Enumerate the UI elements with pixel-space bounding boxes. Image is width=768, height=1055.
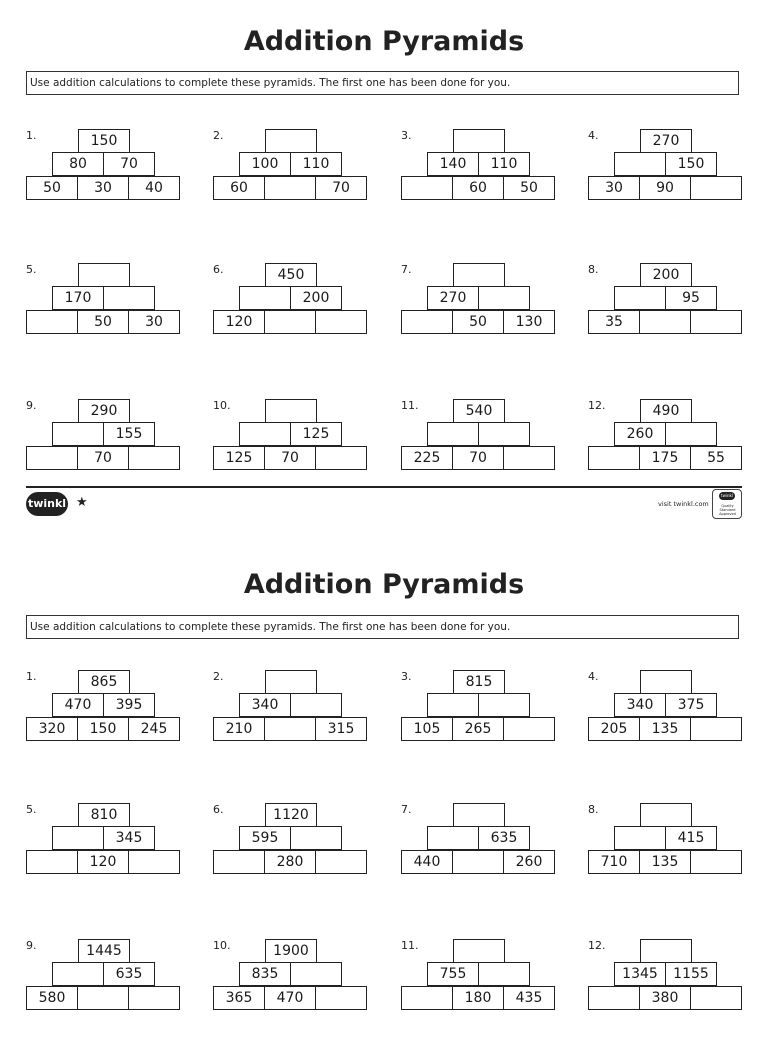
pyramid-number: 7. <box>401 803 412 816</box>
pyramid-base-cell[interactable] <box>26 446 78 470</box>
twinkl-logo: twinkl <box>26 492 68 516</box>
pyramid-base-cell[interactable]: 125 <box>213 446 265 470</box>
pyramid-base-cell[interactable]: 280 <box>264 850 316 874</box>
pyramid-base-cell[interactable] <box>690 986 742 1010</box>
pyramid-base-cell[interactable] <box>503 717 555 741</box>
addition-pyramid <box>26 803 182 875</box>
pyramid-number: 9. <box>26 939 37 952</box>
pyramid-number: 4. <box>588 670 599 683</box>
pyramid-middle-cell[interactable]: 1345 <box>614 962 666 986</box>
pyramid-top-cell[interactable]: 150 <box>78 129 130 153</box>
pyramid-middle-cell[interactable] <box>52 826 104 850</box>
pyramid-middle-cell[interactable] <box>290 826 342 850</box>
pyramid-top-cell[interactable] <box>640 939 692 963</box>
pyramid-top-cell[interactable]: 450 <box>265 263 317 287</box>
addition-pyramid <box>588 399 744 471</box>
pyramid-middle-cell[interactable]: 95 <box>665 286 717 310</box>
pyramid-number: 12. <box>588 939 606 952</box>
pyramid-middle-cell[interactable]: 80 <box>52 152 104 176</box>
addition-pyramid <box>213 803 369 875</box>
pyramid-base-cell[interactable]: 70 <box>77 446 129 470</box>
star-icon: ★ <box>76 495 88 510</box>
pyramid-middle-cell[interactable]: 70 <box>103 152 155 176</box>
pyramid-base-cell[interactable]: 120 <box>77 850 129 874</box>
pyramid-base-cell[interactable] <box>264 310 316 334</box>
pyramid-middle-cell[interactable]: 200 <box>290 286 342 310</box>
pyramid-middle-cell[interactable] <box>427 422 479 446</box>
pyramid-base-cell[interactable] <box>128 986 180 1010</box>
pyramid-base-cell[interactable]: 440 <box>401 850 453 874</box>
pyramid-number: 9. <box>26 399 37 412</box>
pyramid-base-cell[interactable]: 435 <box>503 986 555 1010</box>
pyramid-base-cell[interactable] <box>690 717 742 741</box>
pyramid-base-cell[interactable] <box>264 176 316 200</box>
pyramid-base-cell[interactable] <box>315 310 367 334</box>
pyramid-top-cell[interactable]: 270 <box>640 129 692 153</box>
addition-pyramid <box>401 399 557 471</box>
pyramid-number: 2. <box>213 129 224 142</box>
pyramid-top-cell[interactable] <box>453 939 505 963</box>
pyramid-base-cell[interactable]: 265 <box>452 717 504 741</box>
pyramid-base-cell[interactable]: 70 <box>315 176 367 200</box>
pyramid-base-cell[interactable]: 60 <box>213 176 265 200</box>
pyramid-middle-cell[interactable] <box>239 422 291 446</box>
pyramid-base-cell[interactable] <box>690 310 742 334</box>
pyramid-base-cell[interactable] <box>26 850 78 874</box>
pyramid-top-cell[interactable]: 1445 <box>78 939 130 963</box>
addition-pyramid <box>26 263 182 335</box>
addition-pyramid <box>401 129 557 201</box>
pyramid-middle-cell[interactable] <box>290 962 342 986</box>
badge-logo: twinkl <box>719 492 735 500</box>
pyramid-base-cell[interactable]: 365 <box>213 986 265 1010</box>
pyramid-base-cell[interactable]: 180 <box>452 986 504 1010</box>
pyramid-middle-cell[interactable] <box>427 693 479 717</box>
pyramid-number: 7. <box>401 263 412 276</box>
pyramid-number: 10. <box>213 939 231 952</box>
pyramid-base-cell[interactable]: 130 <box>503 310 555 334</box>
addition-pyramid <box>588 129 744 201</box>
pyramid-number: 8. <box>588 803 599 816</box>
pyramid-middle-cell[interactable]: 345 <box>103 826 155 850</box>
pyramid-base-cell[interactable]: 225 <box>401 446 453 470</box>
pyramid-top-cell[interactable]: 540 <box>453 399 505 423</box>
pyramid-number: 8. <box>588 263 599 276</box>
pyramid-middle-cell[interactable]: 340 <box>239 693 291 717</box>
pyramid-base-cell[interactable] <box>77 986 129 1010</box>
pyramid-base-cell[interactable]: 470 <box>264 986 316 1010</box>
page-title: Addition Pyramids <box>243 26 525 57</box>
pyramid-base-cell[interactable]: 50 <box>503 176 555 200</box>
pyramid-middle-cell[interactable]: 140 <box>427 152 479 176</box>
pyramid-middle-cell[interactable] <box>478 286 530 310</box>
pyramid-base-cell[interactable]: 380 <box>639 986 691 1010</box>
pyramid-base-cell[interactable] <box>264 717 316 741</box>
pyramid-base-cell[interactable] <box>503 446 555 470</box>
pyramid-number: 1. <box>26 670 37 683</box>
pyramid-middle-cell[interactable] <box>52 422 104 446</box>
pyramid-middle-cell[interactable]: 155 <box>103 422 155 446</box>
pyramid-middle-cell[interactable] <box>614 152 666 176</box>
pyramid-base-cell[interactable] <box>128 850 180 874</box>
pyramid-middle-cell[interactable]: 595 <box>239 826 291 850</box>
pyramid-middle-cell[interactable]: 835 <box>239 962 291 986</box>
pyramid-middle-cell[interactable] <box>478 962 530 986</box>
pyramid-middle-cell[interactable]: 755 <box>427 962 479 986</box>
pyramid-base-cell[interactable]: 315 <box>315 717 367 741</box>
pyramid-base-cell[interactable]: 260 <box>503 850 555 874</box>
pyramid-number: 12. <box>588 399 606 412</box>
pyramid-middle-cell[interactable]: 170 <box>52 286 104 310</box>
pyramid-top-cell[interactable] <box>640 803 692 827</box>
pyramid-middle-cell[interactable]: 150 <box>665 152 717 176</box>
pyramid-base-cell[interactable] <box>401 986 453 1010</box>
pyramid-top-cell[interactable]: 1120 <box>265 803 317 827</box>
pyramid-middle-cell[interactable] <box>290 693 342 717</box>
pyramid-top-cell[interactable]: 490 <box>640 399 692 423</box>
worksheet-2 <box>0 543 768 1055</box>
pyramid-base-cell[interactable] <box>315 850 367 874</box>
pyramid-middle-cell[interactable] <box>52 962 104 986</box>
pyramid-base-cell[interactable]: 150 <box>77 717 129 741</box>
pyramid-top-cell[interactable]: 810 <box>78 803 130 827</box>
pyramid-middle-cell[interactable]: 635 <box>478 826 530 850</box>
pyramid-top-cell[interactable]: 865 <box>78 670 130 694</box>
pyramid-base-cell[interactable]: 105 <box>401 717 453 741</box>
pyramid-top-cell[interactable] <box>640 670 692 694</box>
pyramid-number: 1. <box>26 129 37 142</box>
pyramid-middle-cell[interactable]: 1155 <box>665 962 717 986</box>
addition-pyramid <box>213 399 369 471</box>
pyramid-base-cell[interactable]: 55 <box>690 446 742 470</box>
addition-pyramid <box>588 803 744 875</box>
pyramid-middle-cell[interactable]: 270 <box>427 286 479 310</box>
pyramid-middle-cell[interactable]: 260 <box>614 422 666 446</box>
pyramid-number: 3. <box>401 129 412 142</box>
pyramid-base-cell[interactable]: 580 <box>26 986 78 1010</box>
pyramid-base-cell[interactable]: 50 <box>452 310 504 334</box>
pyramid-base-cell[interactable]: 60 <box>452 176 504 200</box>
addition-pyramid <box>588 670 744 742</box>
pyramid-number: 6. <box>213 263 224 276</box>
pyramid-middle-cell[interactable]: 415 <box>665 826 717 850</box>
pyramid-number: 3. <box>401 670 412 683</box>
pyramid-number: 4. <box>588 129 599 142</box>
pyramid-base-cell[interactable]: 205 <box>588 717 640 741</box>
pyramid-middle-cell[interactable] <box>614 826 666 850</box>
addition-pyramid <box>213 129 369 201</box>
quality-badge <box>712 489 742 519</box>
pyramid-base-cell[interactable]: 175 <box>639 446 691 470</box>
pyramid-base-cell[interactable]: 70 <box>264 446 316 470</box>
pyramid-base-cell[interactable] <box>639 310 691 334</box>
pyramid-base-cell[interactable]: 50 <box>77 310 129 334</box>
pyramid-base-cell[interactable] <box>128 446 180 470</box>
addition-pyramid <box>26 670 182 742</box>
addition-pyramid <box>588 939 744 1011</box>
pyramid-middle-cell[interactable]: 100 <box>239 152 291 176</box>
addition-pyramid <box>26 129 182 201</box>
pyramid-top-cell[interactable] <box>78 263 130 287</box>
pyramid-middle-cell[interactable] <box>665 422 717 446</box>
addition-pyramid <box>213 670 369 742</box>
pyramid-base-cell[interactable] <box>690 850 742 874</box>
pyramid-top-cell[interactable]: 290 <box>78 399 130 423</box>
pyramid-top-cell[interactable] <box>265 129 317 153</box>
pyramid-base-cell[interactable] <box>315 986 367 1010</box>
pyramid-middle-cell[interactable] <box>478 422 530 446</box>
pyramid-middle-cell[interactable] <box>614 286 666 310</box>
pyramid-number: 11. <box>401 939 419 952</box>
pyramid-base-cell[interactable] <box>315 446 367 470</box>
pyramid-middle-cell[interactable]: 340 <box>614 693 666 717</box>
pyramid-top-cell[interactable] <box>453 129 505 153</box>
pyramid-top-cell[interactable] <box>265 670 317 694</box>
pyramid-middle-cell[interactable] <box>478 693 530 717</box>
pyramid-base-cell[interactable]: 320 <box>26 717 78 741</box>
pyramid-number: 5. <box>26 263 37 276</box>
pyramid-top-cell[interactable]: 815 <box>453 670 505 694</box>
instructions-box: Use addition calculations to complete these pyramids. The first one has been done for you. <box>26 615 739 639</box>
pyramid-base-cell[interactable]: 135 <box>639 850 691 874</box>
pyramid-number: 11. <box>401 399 419 412</box>
pyramid-base-cell[interactable] <box>588 446 640 470</box>
addition-pyramid <box>26 399 182 471</box>
pyramid-base-cell[interactable] <box>588 986 640 1010</box>
addition-pyramid <box>401 803 557 875</box>
pyramid-base-cell[interactable] <box>401 310 453 334</box>
pyramid-middle-cell[interactable]: 125 <box>290 422 342 446</box>
pyramid-base-cell[interactable]: 30 <box>128 310 180 334</box>
addition-pyramid <box>213 939 369 1011</box>
pyramid-middle-cell[interactable] <box>427 826 479 850</box>
pyramid-base-cell[interactable]: 120 <box>213 310 265 334</box>
pyramid-middle-cell[interactable]: 375 <box>665 693 717 717</box>
pyramid-base-cell[interactable] <box>213 850 265 874</box>
pyramid-base-cell[interactable]: 710 <box>588 850 640 874</box>
pyramid-number: 6. <box>213 803 224 816</box>
pyramid-top-cell[interactable]: 200 <box>640 263 692 287</box>
pyramid-middle-cell[interactable]: 635 <box>103 962 155 986</box>
addition-pyramid <box>213 263 369 335</box>
badge-text: Quality Standard Approved <box>719 504 736 516</box>
pyramid-base-cell[interactable] <box>401 176 453 200</box>
pyramid-base-cell[interactable] <box>452 850 504 874</box>
pyramid-base-cell[interactable]: 210 <box>213 717 265 741</box>
pyramid-middle-cell[interactable] <box>103 286 155 310</box>
pyramid-base-cell[interactable]: 30 <box>588 176 640 200</box>
pyramid-base-cell[interactable]: 245 <box>128 717 180 741</box>
addition-pyramid <box>588 263 744 335</box>
worksheet-1 <box>0 0 768 516</box>
pyramid-base-cell[interactable]: 40 <box>128 176 180 200</box>
pyramid-base-cell[interactable]: 50 <box>26 176 78 200</box>
visit-link-text[interactable]: visit twinkl.com <box>658 500 709 508</box>
pyramid-base-cell[interactable]: 35 <box>588 310 640 334</box>
pyramid-middle-cell[interactable]: 110 <box>290 152 342 176</box>
pyramid-number: 10. <box>213 399 231 412</box>
pyramid-middle-cell[interactable]: 470 <box>52 693 104 717</box>
pyramid-middle-cell[interactable]: 395 <box>103 693 155 717</box>
pyramid-middle-cell[interactable]: 110 <box>478 152 530 176</box>
footer-divider <box>26 486 742 488</box>
pyramid-base-cell[interactable]: 90 <box>639 176 691 200</box>
pyramid-number: 5. <box>26 803 37 816</box>
pyramid-base-cell[interactable]: 70 <box>452 446 504 470</box>
instructions-box: Use addition calculations to complete these pyramids. The first one has been done for you. <box>26 71 739 95</box>
addition-pyramid <box>401 670 557 742</box>
pyramid-number: 2. <box>213 670 224 683</box>
addition-pyramid <box>401 263 557 335</box>
pyramid-top-cell[interactable] <box>453 803 505 827</box>
pyramid-top-cell[interactable] <box>265 399 317 423</box>
pyramid-base-cell[interactable] <box>26 310 78 334</box>
pyramid-top-cell[interactable] <box>453 263 505 287</box>
addition-pyramid <box>401 939 557 1011</box>
pyramid-base-cell[interactable]: 30 <box>77 176 129 200</box>
pyramid-base-cell[interactable] <box>690 176 742 200</box>
addition-pyramid <box>26 939 182 1011</box>
pyramid-base-cell[interactable]: 135 <box>639 717 691 741</box>
page-title: Addition Pyramids <box>243 569 525 600</box>
pyramid-top-cell[interactable]: 1900 <box>265 939 317 963</box>
pyramid-middle-cell[interactable] <box>239 286 291 310</box>
